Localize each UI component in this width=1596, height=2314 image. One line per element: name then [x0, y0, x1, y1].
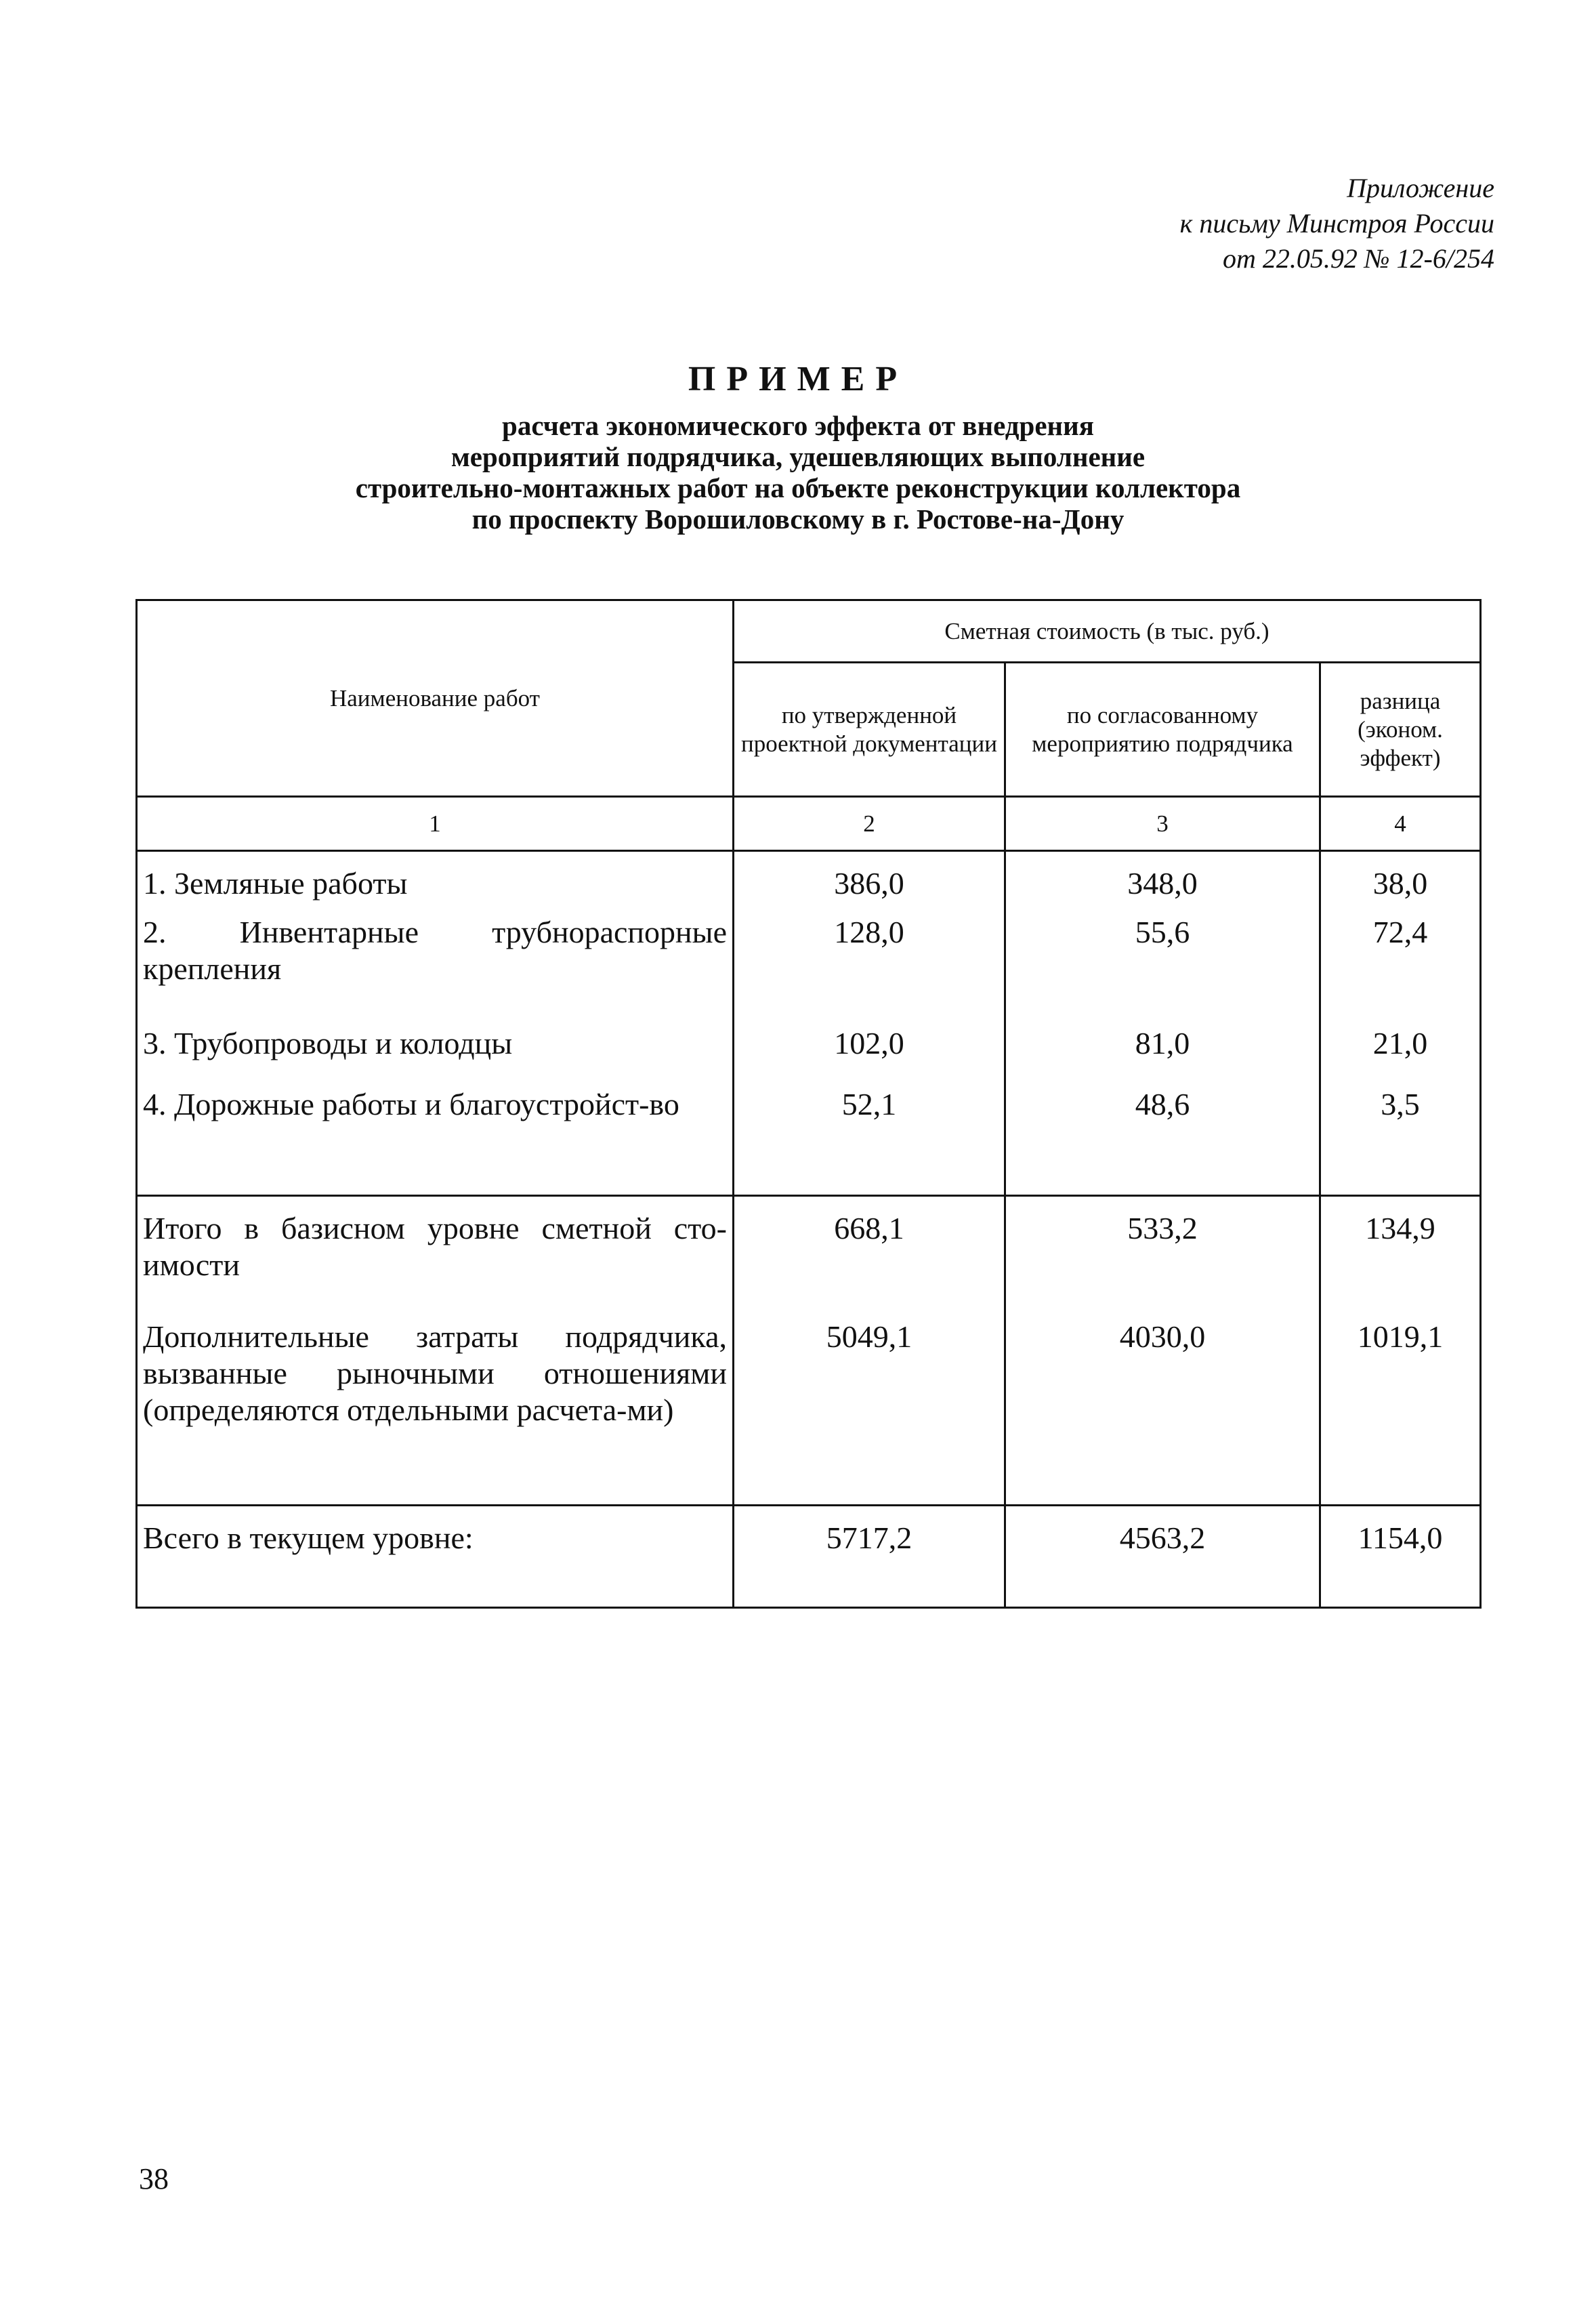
row-approved-cost: 102,0	[734, 1025, 1005, 1086]
estimate-table	[135, 599, 1482, 1609]
row-difference: 3,5	[1320, 1086, 1481, 1196]
page-number: 38	[139, 2162, 169, 2195]
row-difference: 1019,1	[1320, 1319, 1481, 1506]
subtitle-line-2: мероприятий подрядчика, удешевляющих выполнение	[450, 441, 1146, 472]
row-difference: 21,0	[1320, 1025, 1481, 1086]
row-approved-cost: 668,1	[734, 1196, 1005, 1319]
row-difference: 72,4	[1320, 914, 1481, 1025]
row-work-name: 3. Трубопроводы и колодцы	[137, 1025, 734, 1086]
document-title: ПРИМЕР	[688, 360, 908, 398]
row-approved-cost: 5049,1	[734, 1319, 1005, 1506]
header-approved-docs: по утвержденной проектной документации	[734, 663, 1005, 797]
row-agreed-cost: 4030,0	[1005, 1319, 1320, 1506]
row-approved-cost: 386,0	[734, 851, 1005, 915]
annex-line-1: Приложение	[1347, 173, 1494, 203]
annex-note	[1180, 171, 1494, 276]
row-agreed-cost: 533,2	[1005, 1196, 1320, 1319]
column-number-4: 4	[1320, 797, 1481, 851]
total-row	[137, 1506, 1481, 1608]
header-estimated-cost: Сметная стоимость (в тыс. руб.)	[734, 600, 1481, 663]
subtotal-row	[137, 1196, 1481, 1319]
header-difference: разница (эконом. эффект)	[1320, 663, 1481, 797]
column-number-3: 3	[1005, 797, 1320, 851]
header-work-name: Наименование работ	[137, 600, 734, 797]
subtitle-line-4: по проспекту Ворошиловскому в г. Ростове-на-Дону	[471, 503, 1125, 535]
row-agreed-cost: 81,0	[1005, 1025, 1320, 1086]
row-difference: 1154,0	[1320, 1506, 1481, 1608]
row-approved-cost: 5717,2	[734, 1506, 1005, 1608]
subtitle-line-1: расчета экономического эффекта от внедрения	[502, 410, 1094, 441]
row-work-name: 4. Дорожные работы и благоустройст-во	[137, 1086, 734, 1196]
row-work-name: Всего в текущем уровне:	[137, 1506, 734, 1608]
column-number-1: 1	[137, 797, 734, 851]
table-row	[137, 1025, 1481, 1086]
row-work-name: Дополнительные затраты подрядчика, вызванные рыночными отношениями (определяются отдельными расчета-ми)	[137, 1319, 734, 1506]
additional-costs-row	[137, 1319, 1481, 1506]
row-work-name: 2. Инвентарные трубнораспорные крепления	[137, 914, 734, 1025]
column-number-2: 2	[734, 797, 1005, 851]
table-row	[137, 914, 1481, 1025]
annex-line-2: к письму Минстроя России	[1179, 208, 1494, 239]
table-row	[137, 1086, 1481, 1196]
row-agreed-cost: 55,6	[1005, 914, 1320, 1025]
row-work-name: Итого в базисном уровне сметной сто-имости	[137, 1196, 734, 1319]
table-row	[137, 851, 1481, 915]
row-work-name: 1. Земляные работы	[137, 851, 734, 915]
row-agreed-cost: 4563,2	[1005, 1506, 1320, 1608]
document-subtitle	[0, 410, 1596, 535]
annex-line-3: от 22.05.92 № 12-6/254	[1222, 243, 1494, 274]
subtitle-line-3: строительно-монтажных работ на объекте реконструкции коллектора	[355, 472, 1241, 503]
row-agreed-cost: 348,0	[1005, 851, 1320, 915]
row-difference: 38,0	[1320, 851, 1481, 915]
header-agreed-measure: по согласованному мероприятию подрядчика	[1005, 663, 1320, 797]
row-approved-cost: 128,0	[734, 914, 1005, 1025]
row-agreed-cost: 48,6	[1005, 1086, 1320, 1196]
row-difference: 134,9	[1320, 1196, 1481, 1319]
row-approved-cost: 52,1	[734, 1086, 1005, 1196]
